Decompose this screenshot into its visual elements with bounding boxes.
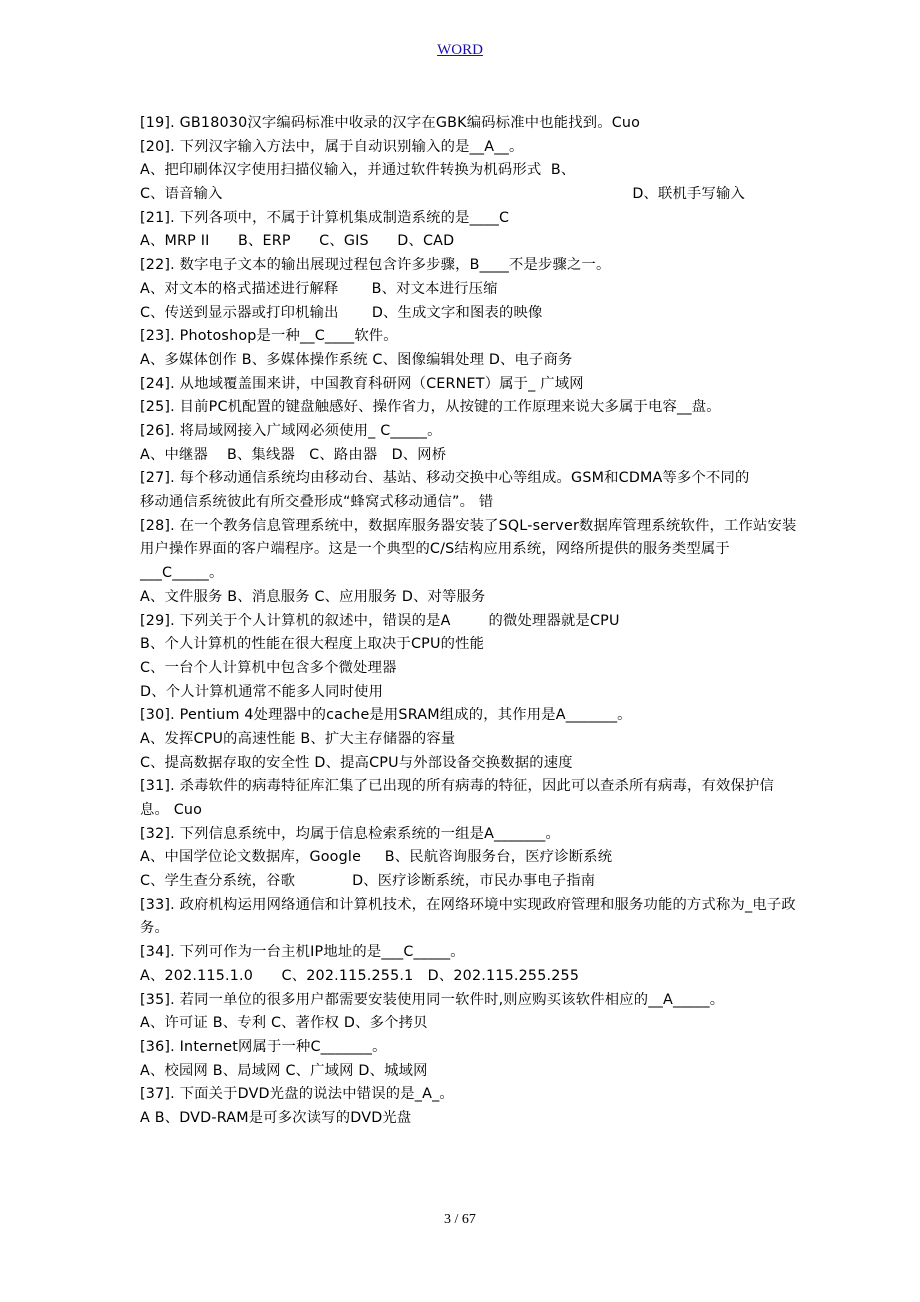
question-32-options-ab: A、中国学位论文数据库，Google B、民航咨询服务台，医疗诊断系统 xyxy=(140,849,613,866)
question-33: [33]. 政府机构运用网络通信和计算机技术，在网络环境中实现政府管理和服务功能的方式称为_电子政务。 xyxy=(140,896,796,937)
question-22: [22]. 数字电子文本的输出展现过程包含许多步骤，B____不是步骤之一。 xyxy=(140,257,611,274)
question-21-options: A、MRP II B、ERP C、GIS D、CAD xyxy=(140,233,455,250)
question-25: [25]. 目前PC机配置的键盘触感好、操作省力，从按键的工作原理来说大多属于电容__盘。 xyxy=(140,399,721,416)
question-29-option-c: C、一台个人计算机中包含多个微处理器 xyxy=(140,659,397,676)
question-19: [19]. GB18030汉字编码标准中收录的汉字在GBK编码标准中也能找到。Cuo xyxy=(140,115,641,131)
question-20-option-d: D、联机手写输入 xyxy=(632,186,745,203)
header-word-link[interactable]: WORD xyxy=(437,42,483,58)
question-26-options: A、中继器 B、集线器 C、路由器 D、网桥 xyxy=(140,446,447,463)
question-23-options: A、多媒体创作 B、多媒体操作系统 C、图像编辑处理 D、电子商务 xyxy=(140,351,573,368)
question-34: [34]. 下列可作为一台主机IP地址的是___C_____。 xyxy=(140,944,465,961)
question-30-options-cd: C、提高数据存取的安全性 D、提高CPU与外部设备交换数据的速度 xyxy=(140,754,573,771)
question-27: [27]. 每个移动通信系统均由移动台、基站、移动交换中心等组成。GSM和CDMA等多个不同的 xyxy=(140,470,750,487)
question-35: [35]. 若同一单位的很多用户都需要安装使用同一软件时,则应购买该软件相应的__A_____。 xyxy=(140,991,725,1008)
question-29: [29]. 下列关于个人计算机的叙述中，错误的是A 的微处理器就是CPU xyxy=(140,612,620,629)
question-35-options: A、许可证 B、专利 C、著作权 D、多个拷贝 xyxy=(140,1015,428,1032)
question-21: [21]. 下列各项中，不属于计算机集成制造系统的是____C xyxy=(140,209,510,226)
question-20-option-a: A、把印刷体汉字使用扫描仪输入，并通过软件转换为机码形式 B、 xyxy=(140,162,576,179)
question-23: [23]. Photoshop是一种__C____软件。 xyxy=(140,328,398,345)
question-27-continued: 移动通信系统彼此有所交叠形成“蜂窝式移动通信”。 错 xyxy=(140,494,494,511)
question-32: [32]. 下列信息系统中，均属于信息检索系统的一组是A_______。 xyxy=(140,825,560,842)
question-31: [31]. 杀毒软件的病毒特征库汇集了已出现的所有病毒的特征，因此可以查杀所有病毒，有效保护信息。 Cuo xyxy=(140,778,775,819)
question-29-option-b: B、个人计算机的性能在很大程度上取决于CPU的性能 xyxy=(140,636,485,653)
question-36-options: A、校园网 B、局域网 C、广域网 D、城域网 xyxy=(140,1062,428,1079)
question-30-options-ab: A、发挥CPU的高速性能 B、扩大主存储器的容量 xyxy=(140,730,456,747)
question-26: [26]. 将局域网接入广域网必须使用_ C_____。 xyxy=(140,422,442,439)
question-34-options: A、202.115.1.0 C、202.115.255.1 D、202.115.255.255 xyxy=(140,967,580,984)
question-24: [24]. 从地域覆盖围来讲，中国教育科研网（CERNET）属于_ 广域网 xyxy=(140,375,584,392)
question-20-options-cd xyxy=(140,183,800,207)
question-36: [36]. Internet网属于一种C_______。 xyxy=(140,1038,387,1055)
page-number: 3 / 67 xyxy=(444,1212,476,1227)
question-28-options: A、文件服务 B、消息服务 C、应用服务 D、对等服务 xyxy=(140,588,486,605)
question-30: [30]. Pentium 4处理器中的cache是用SRAM组成的，其作用是A_______。 xyxy=(140,707,632,724)
question-20-option-c: C、语音输入 xyxy=(140,186,223,203)
question-29-option-d: D、个人计算机通常不能多人同时使用 xyxy=(140,683,384,700)
document-body xyxy=(140,112,800,1131)
question-22-options-cd: C、传送到显示器或打印机输出 D、生成文字和图表的映像 xyxy=(140,304,543,321)
question-22-options-ab: A、对文本的格式描述进行解释 B、对文本进行压缩 xyxy=(140,280,498,297)
question-37-options: A B、DVD-RAM是可多次读写的DVD光盘 xyxy=(140,1110,412,1126)
question-28: [28]. 在一个教务信息管理系统中，数据库服务器安装了SQL-server数据库管理系统软件，工作站安装用户操作界面的客户端程序。这是一个典型的C/S结构应用系统，网络所提供的服务类型属于___C_____。 xyxy=(140,517,797,582)
question-20: [20]. 下列汉字输入方法中，属于自动识别输入的是__A__。 xyxy=(140,138,524,155)
question-37: [37]. 下面关于DVD光盘的说法中错误的是_A_。 xyxy=(140,1086,454,1103)
question-32-options-cd: C、学生查分系统，谷歌 D、医疗诊断系统，市民办事电子指南 xyxy=(140,873,596,890)
